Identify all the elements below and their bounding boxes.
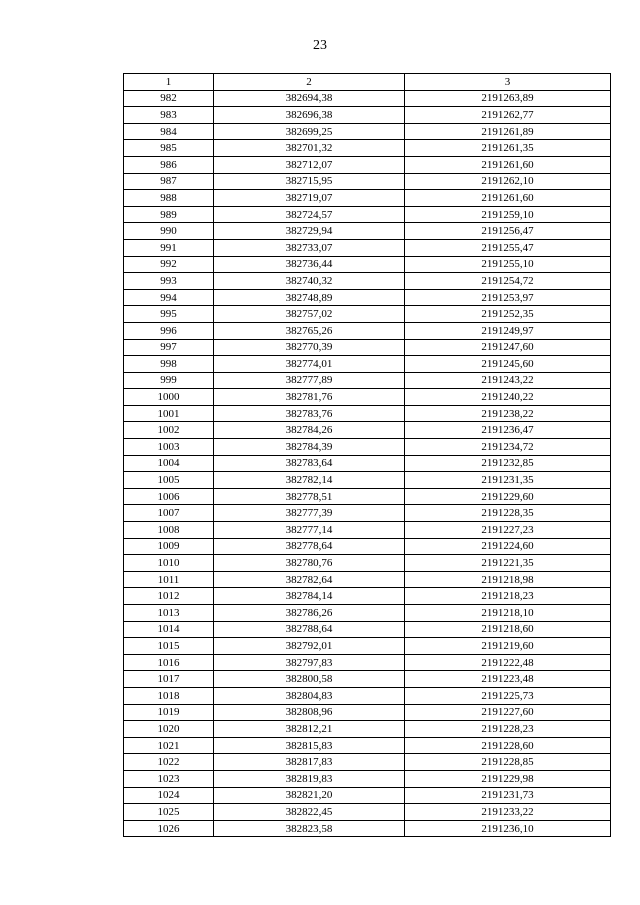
point-number-cell: 1005: [124, 472, 214, 489]
x-coordinate-cell: 382808,96: [214, 704, 405, 721]
point-number-cell: 998: [124, 356, 214, 373]
table-row: [124, 455, 611, 472]
x-coordinate-cell: 382733,07: [214, 239, 405, 256]
y-coordinate-cell: 2191227,60: [405, 704, 611, 721]
x-coordinate-cell: 382778,51: [214, 488, 405, 505]
point-number-cell: 988: [124, 190, 214, 207]
x-coordinate-cell: 382770,39: [214, 339, 405, 356]
point-number-cell: 1025: [124, 804, 214, 821]
table-body: [124, 90, 611, 837]
point-number-cell: 987: [124, 173, 214, 190]
point-number-cell: 1010: [124, 555, 214, 572]
point-number-cell: 997: [124, 339, 214, 356]
y-coordinate-cell: 2191256,47: [405, 223, 611, 240]
x-coordinate-cell: 382782,64: [214, 571, 405, 588]
y-coordinate-cell: 2191228,35: [405, 505, 611, 522]
table-row: [124, 787, 611, 804]
y-coordinate-cell: 2191234,72: [405, 439, 611, 456]
y-coordinate-cell: 2191228,60: [405, 737, 611, 754]
y-coordinate-cell: 2191224,60: [405, 538, 611, 555]
y-coordinate-cell: 2191243,22: [405, 372, 611, 389]
table-row: [124, 804, 611, 821]
x-coordinate-cell: 382817,83: [214, 754, 405, 771]
table-row: [124, 405, 611, 422]
table-row: [124, 571, 611, 588]
y-coordinate-cell: 2191218,23: [405, 588, 611, 605]
point-number-cell: 1016: [124, 654, 214, 671]
y-coordinate-cell: 2191231,73: [405, 787, 611, 804]
y-coordinate-cell: 2191225,73: [405, 687, 611, 704]
table-row: [124, 654, 611, 671]
x-coordinate-cell: 382694,38: [214, 90, 405, 107]
x-coordinate-cell: 382819,83: [214, 770, 405, 787]
table-row: [124, 488, 611, 505]
point-number-cell: 986: [124, 156, 214, 173]
point-number-cell: 1017: [124, 671, 214, 688]
point-number-cell: 1003: [124, 439, 214, 456]
y-coordinate-cell: 2191254,72: [405, 273, 611, 290]
point-number-cell: 1015: [124, 638, 214, 655]
point-number-cell: 1008: [124, 522, 214, 539]
table-row: [124, 621, 611, 638]
point-number-cell: 1019: [124, 704, 214, 721]
y-coordinate-cell: 2191259,10: [405, 206, 611, 223]
table-row: [124, 190, 611, 207]
y-coordinate-cell: 2191222,48: [405, 654, 611, 671]
table-row: [124, 522, 611, 539]
y-coordinate-cell: 2191252,35: [405, 306, 611, 323]
x-coordinate-cell: 382778,64: [214, 538, 405, 555]
point-number-cell: 999: [124, 372, 214, 389]
y-coordinate-cell: 2191236,47: [405, 422, 611, 439]
table-row: [124, 389, 611, 406]
x-coordinate-cell: 382712,07: [214, 156, 405, 173]
x-coordinate-cell: 382740,32: [214, 273, 405, 290]
y-coordinate-cell: 2191263,89: [405, 90, 611, 107]
y-coordinate-cell: 2191218,98: [405, 571, 611, 588]
table-row: [124, 422, 611, 439]
y-coordinate-cell: 2191218,10: [405, 605, 611, 622]
table-row: [124, 588, 611, 605]
x-coordinate-cell: 382757,02: [214, 306, 405, 323]
y-coordinate-cell: 2191233,22: [405, 804, 611, 821]
point-number-cell: 992: [124, 256, 214, 273]
table-row: [124, 472, 611, 489]
x-coordinate-cell: 382736,44: [214, 256, 405, 273]
table-row: [124, 156, 611, 173]
point-number-cell: 991: [124, 239, 214, 256]
point-number-cell: 1023: [124, 770, 214, 787]
y-coordinate-cell: 2191229,60: [405, 488, 611, 505]
x-coordinate-cell: 382777,14: [214, 522, 405, 539]
x-coordinate-cell: 382800,58: [214, 671, 405, 688]
y-coordinate-cell: 2191231,35: [405, 472, 611, 489]
y-coordinate-cell: 2191229,98: [405, 770, 611, 787]
y-coordinate-cell: 2191261,60: [405, 156, 611, 173]
point-number-cell: 1013: [124, 605, 214, 622]
table-row: [124, 107, 611, 124]
x-coordinate-cell: 382783,76: [214, 405, 405, 422]
x-coordinate-cell: 382786,26: [214, 605, 405, 622]
point-number-cell: 1014: [124, 621, 214, 638]
point-number-cell: 1021: [124, 737, 214, 754]
y-coordinate-cell: 2191240,22: [405, 389, 611, 406]
y-coordinate-cell: 2191227,23: [405, 522, 611, 539]
x-coordinate-cell: 382821,20: [214, 787, 405, 804]
point-number-cell: 985: [124, 140, 214, 157]
x-coordinate-cell: 382797,83: [214, 654, 405, 671]
point-number-cell: 1002: [124, 422, 214, 439]
y-coordinate-cell: 2191238,22: [405, 405, 611, 422]
table-row: [124, 638, 611, 655]
x-coordinate-cell: 382777,39: [214, 505, 405, 522]
table-row: [124, 505, 611, 522]
x-coordinate-cell: 382715,95: [214, 173, 405, 190]
y-coordinate-cell: 2191255,47: [405, 239, 611, 256]
x-coordinate-cell: 382719,07: [214, 190, 405, 207]
table-row: [124, 339, 611, 356]
point-number-cell: 1012: [124, 588, 214, 605]
table-row: [124, 671, 611, 688]
table-row: [124, 256, 611, 273]
table-row: [124, 770, 611, 787]
x-coordinate-cell: 382701,32: [214, 140, 405, 157]
table-row: [124, 356, 611, 373]
x-coordinate-cell: 382765,26: [214, 322, 405, 339]
table-row: [124, 737, 611, 754]
table-row: [124, 239, 611, 256]
y-coordinate-cell: 2191261,89: [405, 123, 611, 140]
x-coordinate-cell: 382804,83: [214, 687, 405, 704]
point-number-cell: 1018: [124, 687, 214, 704]
point-number-cell: 1001: [124, 405, 214, 422]
point-number-cell: 984: [124, 123, 214, 140]
x-coordinate-cell: 382781,76: [214, 389, 405, 406]
point-number-cell: 1009: [124, 538, 214, 555]
y-coordinate-cell: 2191245,60: [405, 356, 611, 373]
x-coordinate-cell: 382696,38: [214, 107, 405, 124]
point-number-cell: 1024: [124, 787, 214, 804]
x-coordinate-cell: 382777,89: [214, 372, 405, 389]
point-number-cell: 1022: [124, 754, 214, 771]
x-coordinate-cell: 382724,57: [214, 206, 405, 223]
table-row: [124, 223, 611, 240]
x-coordinate-cell: 382815,83: [214, 737, 405, 754]
table-row: [124, 754, 611, 771]
point-number-cell: 990: [124, 223, 214, 240]
point-number-cell: 1007: [124, 505, 214, 522]
x-coordinate-cell: 382782,14: [214, 472, 405, 489]
y-coordinate-cell: 2191223,48: [405, 671, 611, 688]
x-coordinate-cell: 382729,94: [214, 223, 405, 240]
point-number-cell: 993: [124, 273, 214, 290]
table-row: [124, 704, 611, 721]
table-row: [124, 605, 611, 622]
x-coordinate-cell: 382792,01: [214, 638, 405, 655]
y-coordinate-cell: 2191221,35: [405, 555, 611, 572]
x-coordinate-cell: 382812,21: [214, 721, 405, 738]
point-number-cell: 1004: [124, 455, 214, 472]
table-header-row: [124, 74, 611, 91]
table-row: [124, 206, 611, 223]
point-number-cell: 983: [124, 107, 214, 124]
column-header-2: 2: [214, 74, 405, 91]
point-number-cell: 1020: [124, 721, 214, 738]
point-number-cell: 1000: [124, 389, 214, 406]
table-row: [124, 90, 611, 107]
table-row: [124, 322, 611, 339]
y-coordinate-cell: 2191255,10: [405, 256, 611, 273]
table-row: [124, 439, 611, 456]
y-coordinate-cell: 2191262,10: [405, 173, 611, 190]
x-coordinate-cell: 382822,45: [214, 804, 405, 821]
table-row: [124, 555, 611, 572]
column-header-1: 1: [124, 74, 214, 91]
y-coordinate-cell: 2191261,35: [405, 140, 611, 157]
x-coordinate-cell: 382748,89: [214, 289, 405, 306]
x-coordinate-cell: 382783,64: [214, 455, 405, 472]
y-coordinate-cell: 2191218,60: [405, 621, 611, 638]
table-row: [124, 173, 611, 190]
y-coordinate-cell: 2191228,23: [405, 721, 611, 738]
x-coordinate-cell: 382823,58: [214, 820, 405, 837]
point-number-cell: 1006: [124, 488, 214, 505]
column-header-3: 3: [405, 74, 611, 91]
table-row: [124, 306, 611, 323]
x-coordinate-cell: 382699,25: [214, 123, 405, 140]
table-row: [124, 123, 611, 140]
coordinates-table: [123, 73, 611, 837]
page-number: 23: [313, 38, 327, 53]
table-row: [124, 538, 611, 555]
y-coordinate-cell: 2191236,10: [405, 820, 611, 837]
x-coordinate-cell: 382784,14: [214, 588, 405, 605]
x-coordinate-cell: 382780,76: [214, 555, 405, 572]
point-number-cell: 995: [124, 306, 214, 323]
point-number-cell: 1011: [124, 571, 214, 588]
x-coordinate-cell: 382784,26: [214, 422, 405, 439]
y-coordinate-cell: 2191262,77: [405, 107, 611, 124]
table-row: [124, 289, 611, 306]
table-row: [124, 820, 611, 837]
table-row: [124, 721, 611, 738]
table-row: [124, 273, 611, 290]
x-coordinate-cell: 382774,01: [214, 356, 405, 373]
table-row: [124, 687, 611, 704]
y-coordinate-cell: 2191261,60: [405, 190, 611, 207]
point-number-cell: 994: [124, 289, 214, 306]
x-coordinate-cell: 382784,39: [214, 439, 405, 456]
y-coordinate-cell: 2191249,97: [405, 322, 611, 339]
point-number-cell: 989: [124, 206, 214, 223]
x-coordinate-cell: 382788,64: [214, 621, 405, 638]
y-coordinate-cell: 2191232,85: [405, 455, 611, 472]
y-coordinate-cell: 2191228,85: [405, 754, 611, 771]
y-coordinate-cell: 2191219,60: [405, 638, 611, 655]
table-row: [124, 140, 611, 157]
point-number-cell: 1026: [124, 820, 214, 837]
table-row: [124, 372, 611, 389]
point-number-cell: 996: [124, 322, 214, 339]
y-coordinate-cell: 2191253,97: [405, 289, 611, 306]
y-coordinate-cell: 2191247,60: [405, 339, 611, 356]
point-number-cell: 982: [124, 90, 214, 107]
